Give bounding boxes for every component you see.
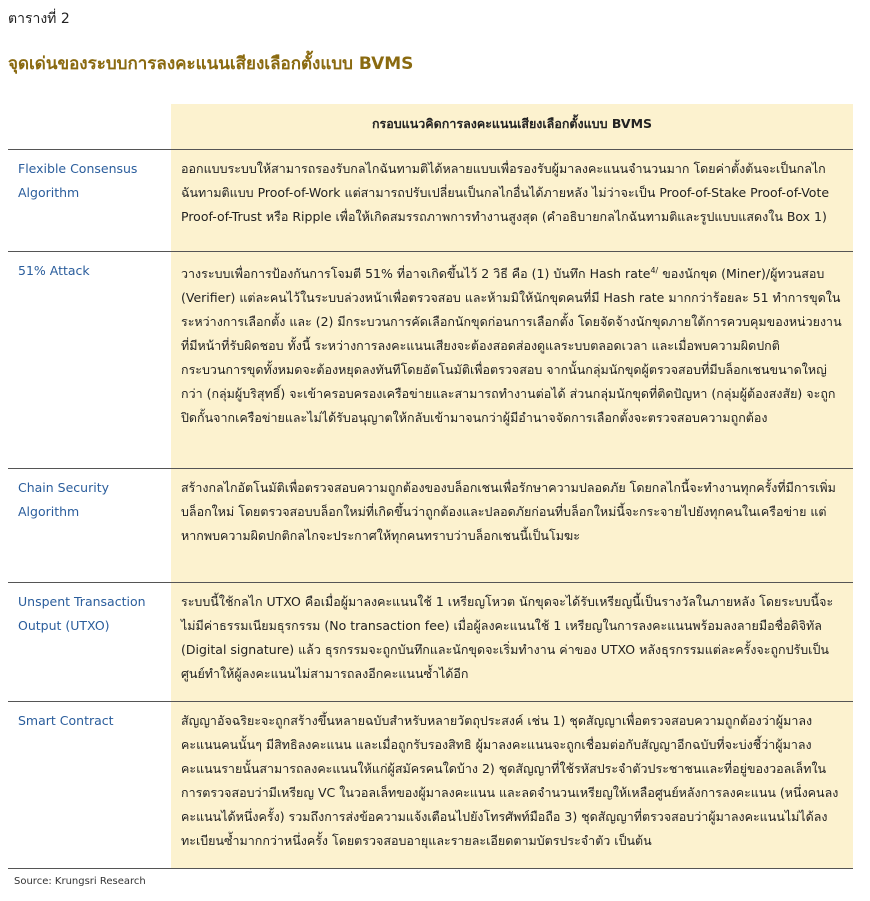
table-row [8, 702, 853, 868]
row-description: สร้างกลไกอัตโนมัติเพื่อตรวจสอบความถูกต้องของบล็อกเชนเพื่อรักษาความปลอดภัย โดยกลไกนี้จะทำงานทุกครั้งที่มีการเพิ่มบล็อกใหม่ โดยตรวจสอบบล็อกใหม่ที่เกิดขึ้นว่าถูกต้องและปลอดภัยก่อนที่บล็อกใหม่นี้จะกระจายไปยังทุกคนในเครือข่าย แต่หากพบความผิดปกติกลไกจะประกาศให้ทุกคนทราบว่าบล็อกเชนนี้เป็นโมฆะ [171, 469, 853, 582]
row-term: Smart Contract [8, 702, 171, 868]
footnote-marker: 4/ [650, 266, 659, 275]
header-left-cell [8, 104, 171, 149]
row-description [171, 252, 853, 468]
table-row [8, 252, 853, 469]
row-description: สัญญาอัจฉริยะจะถูกสร้างขึ้นหลายฉบับสำหรับหลายวัตถุประสงค์ เช่น 1) ชุดสัญญาเพื่อตรวจสอบความถูกต้องว่าผู้มาลงคะแนนคนนั้นๆ มีสิทธิลงคะแนน และเมื่อถูกรับรองสิทธิ ผู้มาลงคะแนนจะถูกเชื่อมต่อกับสัญญาอีกฉบับที่จะบ่งชี้ว่าผู้มาลงคะแนนรายนั้นสามารถลงคะแนนให้แก่ผู้สมัครคนใดบ้าง 2) ชุดสัญญาที่ใช้รหัสประจำตัวประชาชนและที่อยู่ของวอลเล็ทในการตรวจสอบว่ามีเหรียญ VC ในวอลเล็ทของผู้มาลงคะแนน และลดจำนวนเหรียญให้เหลือศูนย์หลังการลงคะแนน (หนึ่งคนลงคะแนนได้หนึ่งครั้ง) รวมถึงการส่งข้อความแจ้งเตือนไปยังโทรศัพท์มือถือ 3) ชุดสัญญาที่ตรวจสอบว่าผู้มาลงคะแนนไม่ได้ลงทะเบียนซ้ำมากกว่าหนึ่งครั้ง โดยตรวจสอบอายุและรายละเอียดตามบัตรประจำตัว เป็นต้น [171, 702, 853, 868]
table-row [8, 469, 853, 583]
bvms-features-table [8, 104, 853, 869]
row-description: ระบบนี้ใช้กลไก UTXO คือเมื่อผู้มาลงคะแนนใช้ 1 เหรียญโหวต นักขุดจะได้รับเหรียญนี้เป็นรางวัลในภายหลัง โดยระบบนี้จะไม่มีค่าธรรมเนียมธุรกรรม (No transaction fee) เมื่อผู้ลงคะแนนใช้ 1 เหรียญในการลงคะแนนพร้อมลงลายมือชื่อดิจิทัล (Digital signature) แล้ว ธุรกรรมจะถูกบันทึกและนักขุดจะเริ่มทำงาน ค่าของ UTXO หลังธุรกรรมแต่ละครั้งจะถูกปรับเป็นศูนย์ทำให้ผู้ลงคะแนนไม่สามารถลงอีกคะแนนซ้ำได้อีก [171, 583, 853, 701]
source-note: Source: Krungsri Research [14, 876, 146, 887]
row-term: Unspent Transaction Output (UTXO) [8, 583, 171, 701]
row-description: ออกแบบระบบให้สามารถรองรับกลไกฉันทามติได้หลายแบบเพื่อรองรับผู้มาลงคะแนนจำนวนมาก โดยค่าตั้งต้นจะเป็นกลไกฉันทามติแบบ Proof-of-Work แต่สามารถปรับเปลี่ยนเป็นกลไกอื่นได้ภายหลัง ไม่ว่าจะเป็น Proof-of-Stake Proof-of-Vote Proof-of-Trust หรือ Ripple เพื่อให้เกิดสมรรถภาพการทำงานสูงสุด (คำอธิบายกลไกฉันทามติและรูปแบบแสดงใน Box 1) [171, 150, 853, 251]
table-header-row [8, 104, 853, 150]
table-row [8, 583, 853, 702]
description-part: วางระบบเพื่อการป้องกันการโจมตี 51% ที่อาจเกิดขึ้นไว้ 2 วิธี คือ (1) บันทึก Hash rate [181, 266, 651, 282]
table-row [8, 150, 853, 252]
header-right-cell: กรอบแนวคิดการลงคะแนนเสียงเลือกตั้งแบบ BVMS [171, 104, 853, 149]
table-number-label: ตารางที่ 2 [8, 11, 70, 27]
row-term: 51% Attack [8, 252, 171, 468]
description-part: ของนักขุด (Miner)/ผู้ทวนสอบ (Verifier) แต่ละคนไว้ในระบบล่วงหน้าเพื่อตรวจสอบ และห้ามมิให้นักขุดคนที่มี Hash rate มากกว่าร้อยละ 51 ทำการขุดในระหว่างการเลือกตั้ง และ (2) มีกระบวนการคัดเลือกนักขุดก่อนการเลือกตั้ง โดยจัดจ้างนักขุดภายใต้การควบคุมของหน่วยงานที่มีหน้าที่รับผิดชอบ ทั้งนี้ ระหว่างการลงคะแนนเสียงจะต้องสอดส่องดูแลระบบตลอดเวลา และเมื่อพบความผิดปกติ กระบวนการขุดทั้งหมดจะต้องหยุดลงทันทีโดยอัตโนมัติเพื่อตรวจสอบ จากนั้นกลุ่มนักขุดผู้ตรวจสอบที่มีบล็อกเชนขนาดใหญ่กว่า (กลุ่มผู้บริสุทธิ์) จะเข้าครอบครองเครือข่ายและสามารถทำงานต่อได้ ส่วนกลุ่มนักขุดที่ติดปัญหา (กลุ่มผู้ต้องสงสัย) จะถูกปิดกั้นจากเครือข่ายและไม่ได้รับอนุญาตให้กลับเข้ามาจนกว่าผู้มีอำนาจจัดการเลือกตั้งจะตรวจสอบความถูกต้อง [181, 266, 842, 426]
table-title: จุดเด่นของระบบการลงคะแนนเสียงเลือกตั้งแบบ BVMS [8, 54, 414, 74]
row-term: Chain Security Algorithm [8, 469, 171, 582]
row-term: Flexible Consensus Algorithm [8, 150, 171, 251]
